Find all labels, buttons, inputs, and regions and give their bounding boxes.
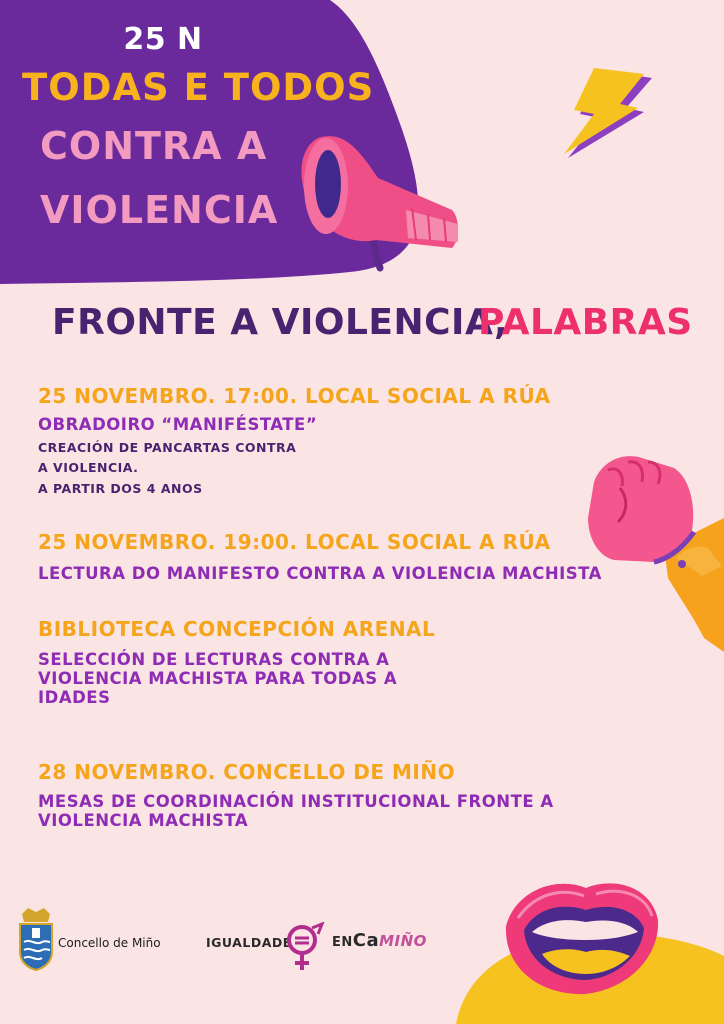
headline-highlight: PALABRAS (478, 302, 693, 343)
event-4-title-line-2: VIOLENCIA MACHISTA (38, 811, 249, 830)
title-line-1: TODAS E TODOS (22, 66, 375, 109)
headline-main: FRONTE A VIOLENCIA, (52, 302, 509, 343)
event-3-title-line-1: SELECCIÓN DE LECTURAS CONTRA A (38, 650, 390, 669)
program-logo-part-1: EN (332, 935, 353, 950)
event-3-when: BIBLIOTECA CONCEPCIÓN ARENAL (38, 617, 436, 641)
event-1-detail-3: A PARTIR DOS 4 ANOS (38, 481, 203, 496)
event-4-title-line-1: MESAS DE COORDINACIÓN INSTITUCIONAL FRONTE A (38, 792, 554, 811)
event-3-title-line-3: IDADES (38, 688, 111, 707)
council-name: Concello de Miño (58, 936, 161, 950)
female-symbol-icon (284, 922, 326, 974)
title-line-3: VIOLENCIA (40, 188, 279, 232)
raised-fist-icon (584, 448, 724, 652)
event-2-when: 25 NOVEMBRO. 19:00. LOCAL SOCIAL A RÚA (38, 530, 551, 554)
program-logo (332, 930, 427, 951)
event-1-title: OBRADOIRO “MANIFÉSTATE” (38, 415, 318, 434)
concello-crest-icon (16, 906, 56, 972)
equality-label: IGUALDADE (206, 935, 292, 950)
title-line-2: CONTRA A (40, 124, 268, 168)
poster-kicker: 25 N (123, 22, 203, 57)
event-4-when: 28 NOVEMBRO. CONCELLO DE MIÑO (38, 760, 456, 784)
megaphone-icon (288, 118, 464, 274)
program-logo-part-2: Ca (352, 930, 380, 951)
event-3-title-line-2: VIOLENCIA MACHISTA PARA TODAS A (38, 669, 398, 688)
event-1-detail-1: CREACIÓN DE PANCARTAS CONTRA (38, 440, 297, 455)
program-logo-part-3: MIÑO (379, 932, 427, 950)
event-1-detail-2: A VIOLENCIA. (38, 460, 139, 475)
lightning-icon (560, 66, 656, 162)
shouting-mouth-icon (446, 870, 724, 1024)
event-1-when: 25 NOVEMBRO. 17:00. LOCAL SOCIAL A RÚA (38, 384, 551, 408)
event-2-title: LECTURA DO MANIFESTO CONTRA A VIOLENCIA MACHISTA (38, 564, 602, 583)
